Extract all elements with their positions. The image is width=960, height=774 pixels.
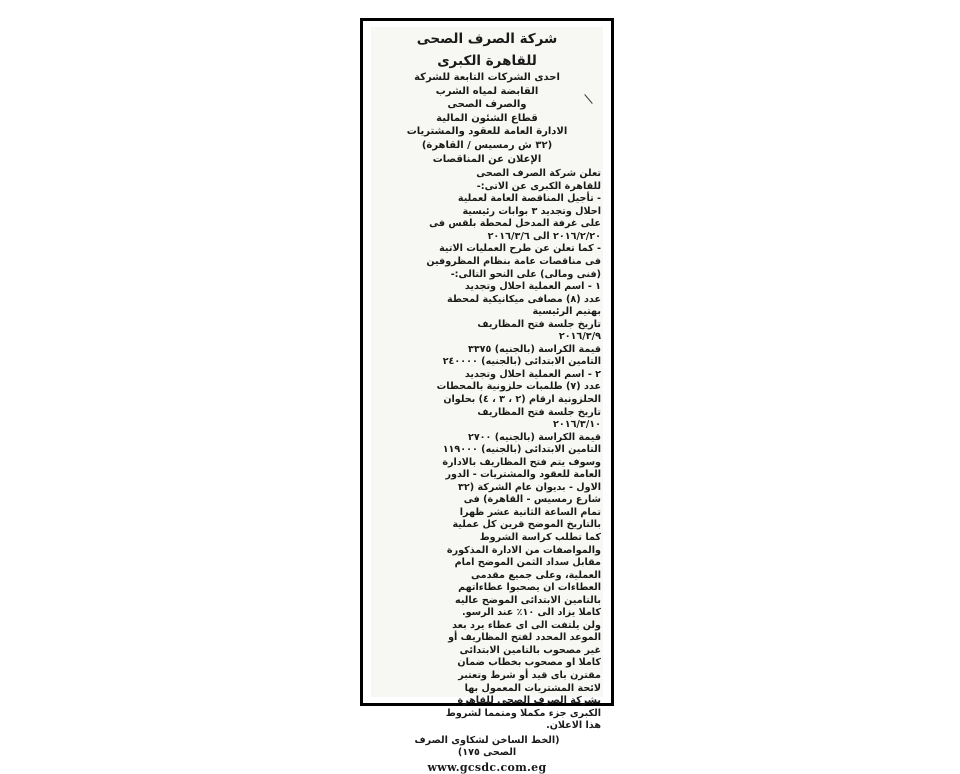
- body-line: الاول - بديوان عام الشركة (٣٢: [458, 481, 601, 493]
- body-line: تاريخ جلسة فتح المظاريف: [477, 406, 601, 418]
- body-line: كاملا او مصحوب بخطاب ضمان: [457, 657, 601, 669]
- body-line: الموعد المحدد لفتح المظاريف أو: [448, 632, 601, 644]
- affiliation-line: والصرف الصحى: [447, 99, 527, 111]
- body-line: التامين الابتدائى (بالجنيه) ٢٤٠٠٠٠: [442, 356, 601, 368]
- body-line: ١ - اسم العملية احلال وتجديد: [464, 281, 601, 293]
- body-line: العامة للعقود والمشتريات - الدور: [445, 469, 601, 481]
- body-line: كما تطلب كراسة الشروط: [479, 532, 601, 544]
- body-line: قيمة الكراسة (بالجنيه) ٣٣٧٥: [467, 343, 601, 355]
- body-line: بشركة الصرف الصحى للقاهرة: [457, 695, 601, 707]
- body-line: ٢٠١٦/٣/٩: [558, 331, 601, 343]
- announcement-body: [371, 168, 603, 733]
- body-line: للقاهرة الكبرى عن الاتى:-: [476, 180, 601, 192]
- body-line: على غرفة المدخل لمحطة بلقس فى: [429, 218, 601, 230]
- hotline-line: الصحى ١٧٥): [457, 747, 517, 759]
- body-line: ٢٠١٦/٢/٢٠ الى ٢٠١٦/٣/٦: [487, 230, 601, 242]
- body-line: هذا الاعلان.: [546, 720, 601, 732]
- announcement-heading: الإعلان عن المناقصات: [432, 153, 542, 165]
- body-line: فى مناقصات عامة بنظام المظروفين: [426, 255, 601, 267]
- body-line: غير مصحوب بالتامين الابتدائى: [459, 644, 601, 656]
- body-line: تمام الساعة الثانية عشر ظهرا: [459, 506, 601, 518]
- hotline: [371, 735, 603, 760]
- body-line: مقابل سداد الثمن الموضح امام: [454, 557, 601, 569]
- department-line: قطاع الشئون المالية: [436, 112, 538, 124]
- body-line: الحلزونية ارقام (٢ ، ٣ ، ٤) بحلوان: [443, 394, 601, 405]
- body-line: والمواصفات من الادارة المذكورة: [446, 544, 601, 556]
- website-link[interactable]: www.gcsdc.com.eg: [427, 760, 547, 774]
- body-line: التامين الابتدائى (بالجنيه) ١١٩٠٠٠: [442, 444, 601, 456]
- body-line: احلال وتجديد ٣ بوابات رئيسية: [462, 205, 601, 217]
- newspaper-clipping: [371, 27, 603, 774]
- body-line: شارع رمسيس - القاهرة) فى: [463, 494, 601, 506]
- body-line: عدد (٧) طلمبات حلزونية بالمحطات: [436, 381, 601, 393]
- body-line: مقترن باى قيد أو شرط وتعتبر: [458, 670, 601, 682]
- body-line: قيمة الكراسة (بالجنيه) ٢٧٠٠: [467, 431, 601, 443]
- body-line: لائحة المشتريات المعمول بها: [464, 682, 601, 694]
- body-line: العملية، وعلى جميع مقدمى: [470, 569, 601, 581]
- company-name-line1: شركة الصرف الصحى: [416, 31, 558, 47]
- body-line: ولن يلتفت الى اى عطاء يرد بعد: [452, 619, 601, 631]
- body-line: العطاءات ان يصحبوا عطاءاتهم: [458, 582, 601, 594]
- body-line: تعلن شركة الصرف الصحى: [476, 168, 601, 180]
- body-line: بهتيم الرئيسية: [532, 306, 601, 318]
- body-line: بالتامين الابتدائى الموضح عاليه: [455, 594, 601, 606]
- body-line: بالتاريخ الموضح قرين كل عملية: [452, 519, 601, 531]
- body-line: الكبرى جزء مكملا ومتمما لشروط: [445, 707, 601, 719]
- body-line: كاملا يزاد الى ١٠٪ عند الرسو.: [461, 607, 601, 619]
- body-line: وسوف يتم فتح المظاريف بالادارة: [442, 456, 601, 468]
- body-line: (فنى ومالى) على النحو التالى:-: [450, 268, 601, 280]
- body-line: عدد (٨) مصافى ميكانيكية لمحطة: [447, 293, 601, 305]
- hotline-line: (الخط الساخن لشكاوى الصرف: [414, 734, 560, 746]
- affiliation-line: القابضة لمياه الشرب: [435, 85, 539, 97]
- body-line: ٢٠١٦/٣/١٠: [553, 419, 601, 431]
- department-line: الادارة العامة للعقود والمشتريات: [406, 126, 568, 138]
- body-line: - تأجيل المناقصة العامة لعملية: [457, 193, 601, 205]
- clipping-frame: [360, 18, 614, 774]
- affiliation-line: احدى الشركات التابعة للشركة: [414, 72, 560, 83]
- body-line: - كما تعلن عن طرح العمليات الاتية: [439, 243, 601, 255]
- department-line: (٣٢ ش رمسيس / القاهرة): [421, 139, 553, 151]
- company-name-line2: للقاهرة الكبرى: [437, 53, 537, 69]
- body-line: ٢ - اسم العملية احلال وتجديد: [464, 368, 601, 380]
- body-line: تاريخ جلسة فتح المظاريف: [477, 318, 601, 330]
